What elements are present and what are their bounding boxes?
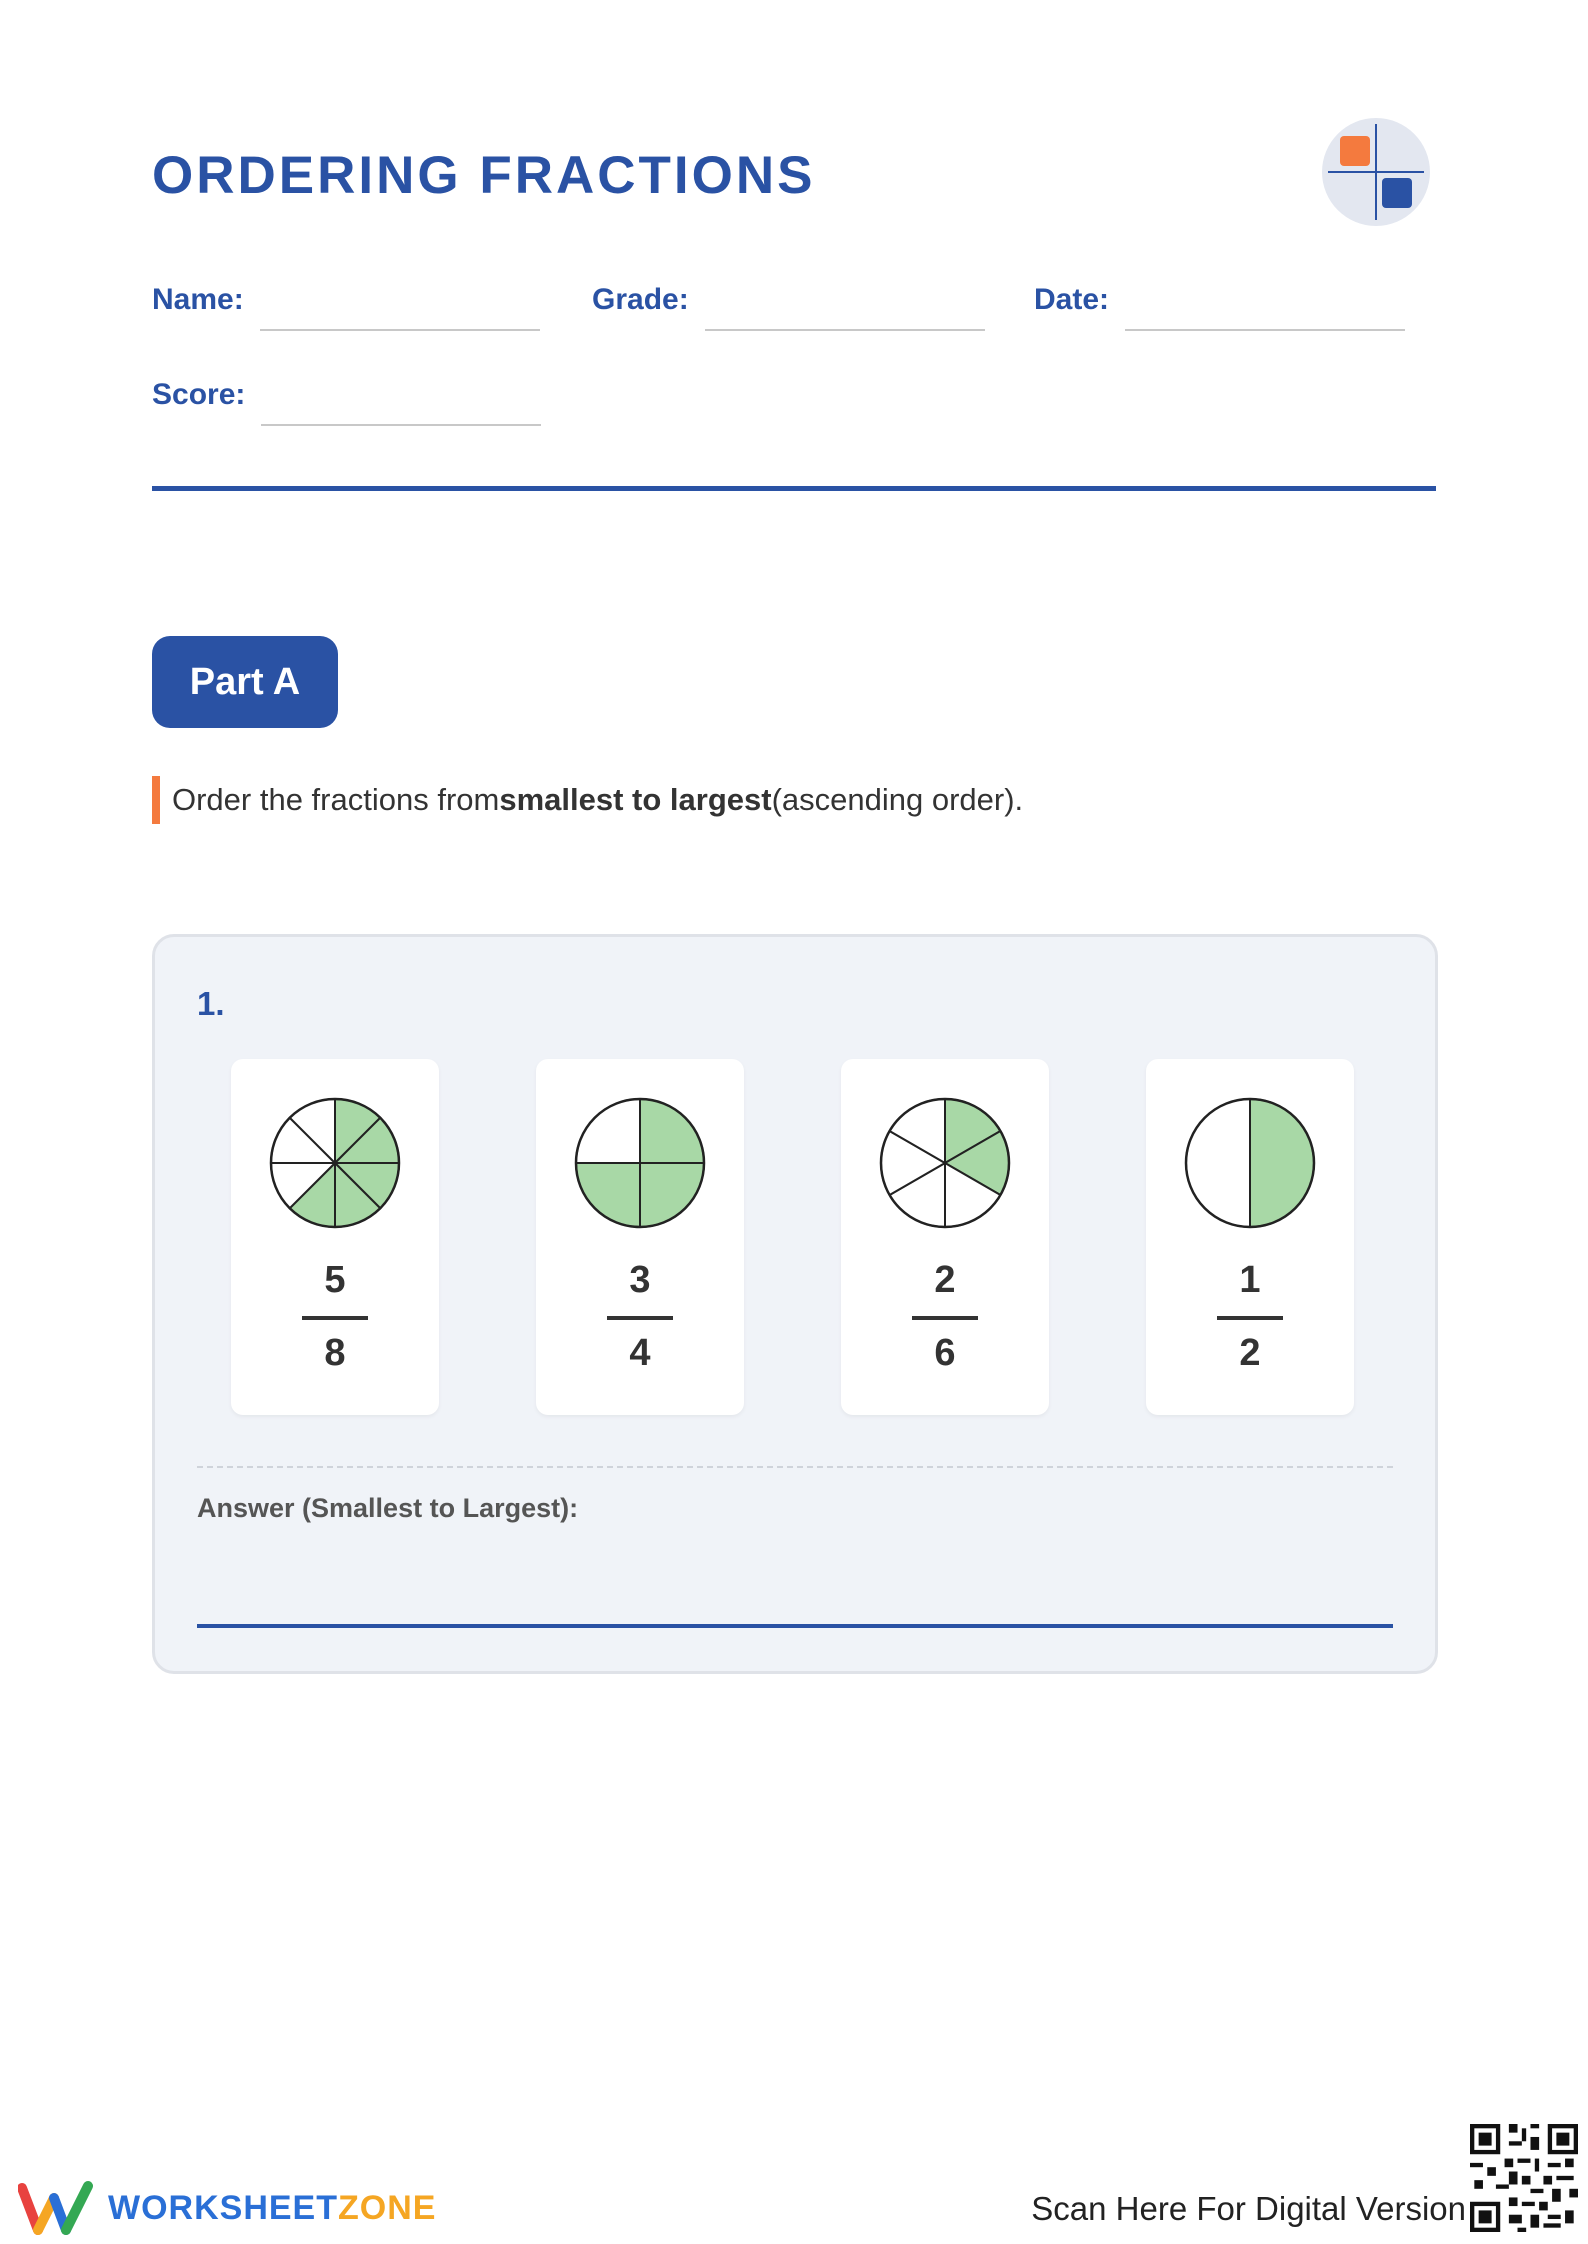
brand-name-part2: ZONE xyxy=(338,2188,437,2227)
brand-logo xyxy=(18,2180,436,2236)
fraction-pie xyxy=(572,1095,708,1231)
fraction-value xyxy=(536,1259,744,1375)
fraction-card xyxy=(231,1059,439,1415)
fraction-pie xyxy=(877,1095,1013,1231)
grade-input-line[interactable] xyxy=(705,329,985,331)
fraction-card xyxy=(1146,1059,1354,1415)
numerator: 1 xyxy=(1239,1259,1261,1301)
instruction-text xyxy=(152,776,1023,824)
grade-label: Grade: xyxy=(592,283,689,316)
fraction-bar xyxy=(912,1316,978,1320)
worksheet-title: ORDERING FRACTIONS xyxy=(152,146,816,205)
date-label: Date: xyxy=(1034,283,1110,316)
fraction-card xyxy=(536,1059,744,1415)
score-input-line[interactable] xyxy=(261,424,541,426)
fraction-value xyxy=(1146,1259,1354,1375)
denominator: 6 xyxy=(934,1332,956,1374)
name-field xyxy=(152,283,540,317)
pie-slice-shaded xyxy=(1250,1099,1314,1227)
answer-divider xyxy=(197,1466,1393,1468)
fraction-value xyxy=(231,1259,439,1375)
instruction-post: (ascending order). xyxy=(771,782,1024,817)
fraction-pie xyxy=(1182,1095,1318,1231)
question-number: 1. xyxy=(197,985,225,1022)
score-field xyxy=(152,378,541,412)
pie-slice-empty xyxy=(1186,1099,1250,1227)
denominator: 8 xyxy=(324,1332,346,1374)
denominator: 4 xyxy=(629,1332,651,1374)
score-label: Score: xyxy=(152,378,246,411)
scan-text: Scan Here For Digital Version xyxy=(1031,2190,1466,2227)
date-field xyxy=(1034,283,1405,317)
fraction-bar xyxy=(1217,1316,1283,1320)
grade-field xyxy=(592,283,985,317)
fraction-logo-icon xyxy=(1322,118,1430,226)
date-input-line[interactable] xyxy=(1125,329,1405,331)
worksheetzone-logo-icon xyxy=(18,2180,96,2236)
answer-input-line[interactable] xyxy=(197,1624,1393,1628)
name-label: Name: xyxy=(152,283,244,316)
brand-name-part1: WORKSHEET xyxy=(108,2188,338,2227)
header-divider xyxy=(152,486,1436,491)
fraction-bar xyxy=(607,1316,673,1320)
answer-label: Answer (Smallest to Largest): xyxy=(197,1493,579,1523)
denominator: 2 xyxy=(1239,1332,1261,1374)
fraction-pie xyxy=(267,1095,403,1231)
part-badge: Part A xyxy=(152,636,338,728)
numerator: 5 xyxy=(324,1259,346,1301)
question-box xyxy=(152,934,1438,1674)
fraction-card xyxy=(841,1059,1049,1415)
instruction-pre: Order the fractions from xyxy=(172,782,500,817)
numerator: 3 xyxy=(629,1259,651,1301)
fraction-bar xyxy=(302,1316,368,1320)
fraction-value xyxy=(841,1259,1049,1375)
qr-code-icon[interactable] xyxy=(1470,2124,1578,2232)
name-input-line[interactable] xyxy=(260,329,540,331)
instruction-emphasis: smallest to largest xyxy=(499,782,772,817)
brand-name xyxy=(108,2189,436,2228)
numerator: 2 xyxy=(934,1259,956,1301)
